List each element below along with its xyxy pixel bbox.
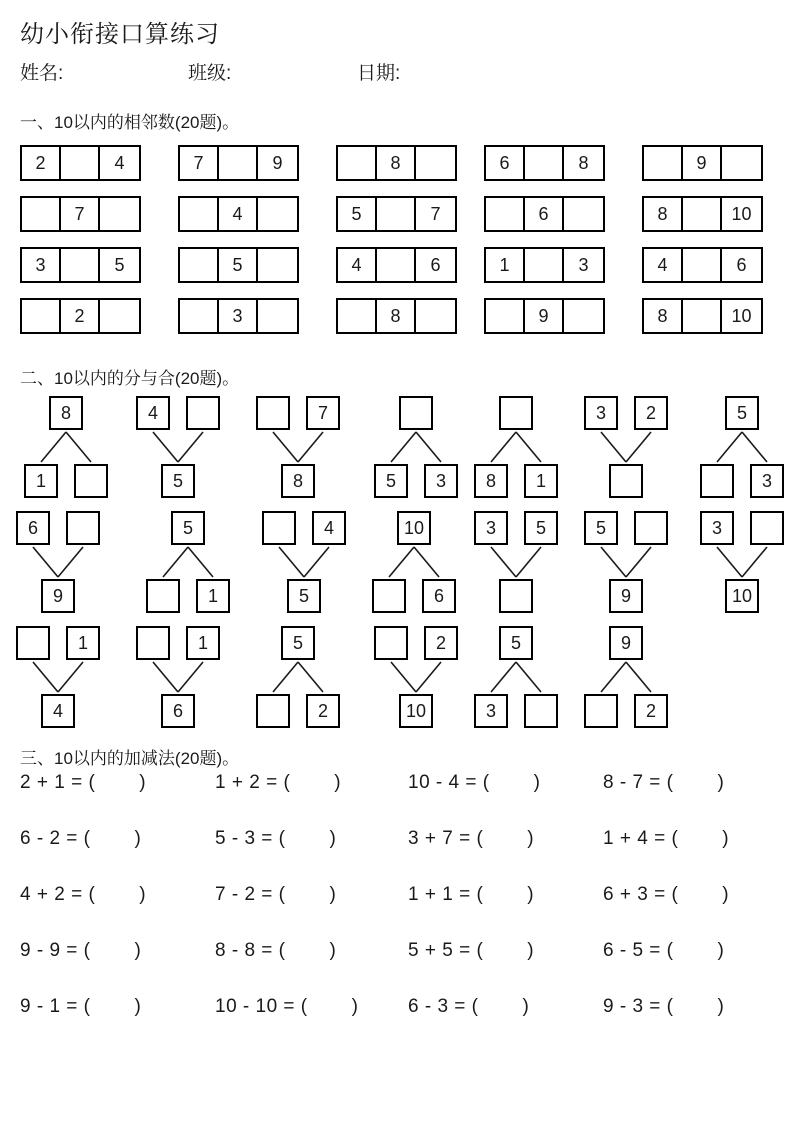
neighbour-blank-cell[interactable] bbox=[525, 249, 564, 281]
neighbour-value-cell: 3 bbox=[578, 255, 589, 275]
arithmetic-problem bbox=[215, 828, 336, 850]
neighbour-blank-cell[interactable] bbox=[180, 198, 219, 230]
section-3-heading: 三、10以内的加减法(20题)。 bbox=[20, 749, 240, 768]
decomposition-tree-split bbox=[368, 396, 464, 500]
neighbour-group bbox=[20, 196, 141, 232]
neighbour-blank-cell[interactable] bbox=[644, 147, 683, 179]
decomposition-tree-split bbox=[140, 511, 236, 615]
neighbour-group bbox=[484, 145, 605, 181]
neighbour-value-cell: 5 bbox=[338, 198, 377, 230]
neighbour-group bbox=[336, 247, 457, 283]
neighbour-blank-cell[interactable] bbox=[525, 147, 564, 179]
tree-bottom-left-box-blank[interactable] bbox=[146, 579, 180, 613]
neighbour-value-cell: 8 bbox=[644, 198, 683, 230]
tree-bottom-left-box: 1 bbox=[24, 464, 58, 498]
arithmetic-expression: 8 - 8 = ( bbox=[215, 940, 286, 961]
arithmetic-problem bbox=[408, 996, 529, 1018]
neighbour-blank-cell[interactable] bbox=[683, 249, 722, 281]
neighbour-blank-cell[interactable] bbox=[258, 198, 297, 230]
neighbour-value-cell: 3 bbox=[219, 300, 258, 332]
tree-bottom-right-box: 1 bbox=[524, 464, 558, 498]
arithmetic-close-paren: ) bbox=[717, 996, 725, 1017]
tree-top-right-box: 1 bbox=[186, 626, 220, 660]
neighbour-value-cell: 4 bbox=[644, 249, 683, 281]
arithmetic-row bbox=[0, 884, 800, 940]
tree-bottom-box: 5 bbox=[287, 579, 321, 613]
neighbour-blank-cell[interactable] bbox=[416, 300, 455, 332]
tree-bottom-left-box-blank[interactable] bbox=[700, 464, 734, 498]
neighbour-value-cell: 4 bbox=[219, 198, 258, 230]
decomposition-tree-merge bbox=[10, 626, 106, 730]
tree-bottom-right-box: 1 bbox=[196, 579, 230, 613]
tree-bottom-box: 10 bbox=[725, 579, 759, 613]
neighbour-group bbox=[336, 145, 457, 181]
neighbour-value-cell: 2 bbox=[61, 300, 100, 332]
neighbour-group bbox=[484, 196, 605, 232]
neighbour-value-cell: 8 bbox=[377, 300, 416, 332]
arithmetic-problem bbox=[408, 828, 534, 850]
neighbour-blank-cell[interactable] bbox=[377, 198, 416, 230]
neighbour-blank-cell[interactable] bbox=[338, 147, 377, 179]
arithmetic-close-paren: ) bbox=[329, 828, 337, 849]
neighbour-value-cell: 3 bbox=[22, 249, 61, 281]
decomposition-tree-split bbox=[468, 626, 564, 730]
neighbour-value-cell: 9 bbox=[525, 300, 564, 332]
neighbour-value-cell: 9 bbox=[683, 147, 722, 179]
class-field-label: 班级: bbox=[188, 63, 232, 84]
neighbour-value-cell: 10 bbox=[731, 306, 752, 326]
arithmetic-close-paren: ) bbox=[329, 884, 337, 905]
tree-bottom-box: 9 bbox=[609, 579, 643, 613]
arithmetic-expression: 6 - 3 = ( bbox=[408, 996, 479, 1017]
neighbour-blank-cell[interactable] bbox=[416, 147, 455, 179]
neighbour-row bbox=[0, 298, 800, 349]
tree-top-box: 5 bbox=[171, 511, 205, 545]
decomposition-tree-split bbox=[366, 511, 462, 615]
neighbour-group bbox=[336, 196, 457, 232]
arithmetic-expression: 2 + 1 = ( bbox=[20, 772, 96, 793]
neighbour-blank-cell[interactable] bbox=[180, 249, 219, 281]
neighbour-value-cell: 8 bbox=[578, 153, 589, 173]
arithmetic-problem bbox=[215, 940, 336, 962]
arithmetic-close-paren: ) bbox=[329, 940, 337, 961]
arithmetic-close-paren: ) bbox=[527, 884, 535, 905]
tree-row bbox=[0, 626, 800, 741]
arithmetic-close-paren: ) bbox=[722, 828, 730, 849]
arithmetic-close-paren: ) bbox=[334, 772, 342, 793]
neighbour-row bbox=[0, 247, 800, 298]
neighbour-value-cell: 6 bbox=[430, 255, 441, 275]
neighbour-group bbox=[178, 145, 299, 181]
neighbour-group bbox=[178, 298, 299, 334]
page-title: 幼小衔接口算练习 bbox=[20, 21, 220, 48]
neighbour-blank-cell[interactable] bbox=[377, 249, 416, 281]
neighbour-value-cell: 6 bbox=[525, 198, 564, 230]
arithmetic-problem bbox=[408, 940, 534, 962]
arithmetic-problem bbox=[603, 996, 724, 1018]
arithmetic-expression: 6 - 5 = ( bbox=[603, 940, 674, 961]
tree-top-right-box-blank[interactable] bbox=[66, 511, 100, 545]
tree-top-box: 9 bbox=[609, 626, 643, 660]
arithmetic-problem bbox=[20, 828, 141, 850]
arithmetic-expression: 8 - 7 = ( bbox=[603, 772, 674, 793]
neighbour-blank-cell[interactable] bbox=[219, 147, 258, 179]
tree-top-left-box-blank[interactable] bbox=[256, 396, 290, 430]
name-field-label: 姓名: bbox=[20, 63, 64, 84]
decomposition-tree-merge bbox=[256, 511, 352, 615]
tree-top-box: 10 bbox=[397, 511, 431, 545]
neighbour-group bbox=[642, 145, 763, 181]
arithmetic-row bbox=[0, 996, 800, 1052]
decomposition-tree-split bbox=[18, 396, 114, 500]
neighbour-value-cell: 7 bbox=[180, 147, 219, 179]
tree-top-box: 5 bbox=[499, 626, 533, 660]
arithmetic-expression: 1 + 2 = ( bbox=[215, 772, 291, 793]
neighbour-row bbox=[0, 196, 800, 247]
section-1-neighbour-numbers bbox=[0, 145, 800, 355]
arithmetic-expression: 5 - 3 = ( bbox=[215, 828, 286, 849]
neighbour-value-cell: 5 bbox=[114, 255, 125, 275]
neighbour-blank-cell[interactable] bbox=[486, 198, 525, 230]
arithmetic-problem bbox=[603, 828, 729, 850]
arithmetic-problem bbox=[408, 884, 534, 906]
arithmetic-close-paren: ) bbox=[533, 772, 541, 793]
tree-top-left-box: 3 bbox=[700, 511, 734, 545]
decomposition-tree-split bbox=[578, 626, 674, 730]
neighbour-group bbox=[642, 247, 763, 283]
section-1-heading: 一、10以内的相邻数(20题)。 bbox=[20, 113, 240, 132]
arithmetic-expression: 6 - 2 = ( bbox=[20, 828, 91, 849]
neighbour-value-cell: 2 bbox=[22, 147, 61, 179]
neighbour-value-cell: 4 bbox=[114, 153, 125, 173]
neighbour-blank-cell[interactable] bbox=[258, 249, 297, 281]
neighbour-blank-cell[interactable] bbox=[486, 300, 525, 332]
decomposition-tree-merge bbox=[468, 511, 564, 615]
neighbour-value-cell: 4 bbox=[338, 249, 377, 281]
arithmetic-expression: 10 - 10 = ( bbox=[215, 996, 308, 1017]
tree-top-left-box: 6 bbox=[16, 511, 50, 545]
neighbour-group bbox=[178, 196, 299, 232]
neighbour-blank-cell[interactable] bbox=[683, 198, 722, 230]
arithmetic-problem bbox=[215, 884, 336, 906]
arithmetic-problem bbox=[215, 772, 341, 794]
neighbour-value-cell: 9 bbox=[272, 153, 283, 173]
neighbour-group bbox=[20, 145, 141, 181]
neighbour-value-cell: 6 bbox=[736, 255, 747, 275]
arithmetic-close-paren: ) bbox=[139, 884, 147, 905]
neighbour-blank-cell[interactable] bbox=[564, 198, 603, 230]
tree-bottom-box-blank[interactable] bbox=[609, 464, 643, 498]
tree-top-right-box: 4 bbox=[312, 511, 346, 545]
tree-bottom-left-box: 5 bbox=[374, 464, 408, 498]
arithmetic-problem bbox=[603, 940, 724, 962]
decomposition-tree-merge bbox=[578, 396, 674, 500]
arithmetic-close-paren: ) bbox=[527, 828, 535, 849]
tree-bottom-left-box-blank[interactable] bbox=[584, 694, 618, 728]
neighbour-value-cell: 6 bbox=[486, 147, 525, 179]
section-3-arithmetic bbox=[0, 772, 800, 1072]
arithmetic-close-paren: ) bbox=[717, 940, 725, 961]
arithmetic-close-paren: ) bbox=[351, 996, 359, 1017]
arithmetic-expression: 5 + 5 = ( bbox=[408, 940, 484, 961]
decomposition-tree-merge bbox=[130, 396, 226, 500]
decomposition-tree-merge bbox=[130, 626, 226, 730]
tree-top-right-box-blank[interactable] bbox=[750, 511, 784, 545]
student-meta-row bbox=[20, 58, 780, 84]
tree-bottom-box: 6 bbox=[161, 694, 195, 728]
arithmetic-close-paren: ) bbox=[134, 940, 142, 961]
arithmetic-close-paren: ) bbox=[522, 996, 530, 1017]
arithmetic-close-paren: ) bbox=[717, 772, 725, 793]
tree-top-box-blank[interactable] bbox=[499, 396, 533, 430]
neighbour-blank-cell[interactable] bbox=[100, 300, 139, 332]
neighbour-group bbox=[336, 298, 457, 334]
neighbour-group bbox=[20, 298, 141, 334]
neighbour-value-cell: 8 bbox=[377, 147, 416, 179]
neighbour-blank-cell[interactable] bbox=[22, 300, 61, 332]
tree-bottom-box: 9 bbox=[41, 579, 75, 613]
tree-bottom-left-box: 3 bbox=[474, 694, 508, 728]
arithmetic-expression: 6 + 3 = ( bbox=[603, 884, 679, 905]
tree-bottom-right-box-blank[interactable] bbox=[74, 464, 108, 498]
decomposition-tree-merge bbox=[694, 511, 790, 615]
tree-bottom-box-blank[interactable] bbox=[499, 579, 533, 613]
tree-bottom-left-box: 8 bbox=[474, 464, 508, 498]
neighbour-value-cell: 10 bbox=[731, 204, 752, 224]
tree-bottom-box: 10 bbox=[399, 694, 433, 728]
arithmetic-problem bbox=[603, 772, 724, 794]
arithmetic-close-paren: ) bbox=[139, 772, 147, 793]
arithmetic-expression: 9 - 1 = ( bbox=[20, 996, 91, 1017]
tree-row bbox=[0, 511, 800, 626]
arithmetic-problem bbox=[20, 996, 141, 1018]
arithmetic-problem bbox=[603, 884, 729, 906]
neighbour-group bbox=[484, 298, 605, 334]
tree-bottom-right-box: 3 bbox=[424, 464, 458, 498]
arithmetic-problem bbox=[215, 996, 358, 1018]
tree-bottom-box: 4 bbox=[41, 694, 75, 728]
neighbour-blank-cell[interactable] bbox=[180, 300, 219, 332]
neighbour-blank-cell[interactable] bbox=[338, 300, 377, 332]
tree-top-box: 8 bbox=[49, 396, 83, 430]
tree-top-right-box: 5 bbox=[524, 511, 558, 545]
tree-bottom-right-box: 2 bbox=[306, 694, 340, 728]
tree-bottom-box: 8 bbox=[281, 464, 315, 498]
tree-top-left-box: 3 bbox=[474, 511, 508, 545]
neighbour-value-cell: 5 bbox=[219, 249, 258, 281]
tree-top-box: 5 bbox=[281, 626, 315, 660]
arithmetic-expression: 1 + 1 = ( bbox=[408, 884, 484, 905]
decomposition-tree-merge bbox=[10, 511, 106, 615]
neighbour-blank-cell[interactable] bbox=[258, 300, 297, 332]
decomposition-tree-merge bbox=[250, 396, 346, 500]
tree-top-right-box: 2 bbox=[424, 626, 458, 660]
neighbour-value-cell: 1 bbox=[486, 249, 525, 281]
tree-top-left-box-blank[interactable] bbox=[136, 626, 170, 660]
neighbour-row bbox=[0, 145, 800, 196]
arithmetic-problem bbox=[408, 772, 540, 794]
neighbour-group bbox=[642, 298, 763, 334]
tree-bottom-left-box-blank[interactable] bbox=[372, 579, 406, 613]
arithmetic-expression: 9 - 9 = ( bbox=[20, 940, 91, 961]
neighbour-blank-cell[interactable] bbox=[61, 249, 100, 281]
neighbour-blank-cell[interactable] bbox=[22, 198, 61, 230]
decomposition-tree-split bbox=[694, 396, 790, 500]
tree-top-left-box: 4 bbox=[136, 396, 170, 430]
arithmetic-close-paren: ) bbox=[134, 996, 142, 1017]
decomposition-tree-split bbox=[468, 396, 564, 500]
neighbour-group bbox=[178, 247, 299, 283]
arithmetic-problem bbox=[20, 940, 141, 962]
tree-row bbox=[0, 396, 800, 511]
arithmetic-problem bbox=[20, 884, 146, 906]
tree-top-box-blank[interactable] bbox=[399, 396, 433, 430]
section-2-heading: 二、10以内的分与合(20题)。 bbox=[20, 369, 240, 388]
arithmetic-problem bbox=[20, 772, 146, 794]
neighbour-blank-cell[interactable] bbox=[722, 147, 761, 179]
decomposition-tree-merge bbox=[578, 511, 674, 615]
tree-top-right-box: 1 bbox=[66, 626, 100, 660]
tree-bottom-right-box: 6 bbox=[422, 579, 456, 613]
neighbour-blank-cell[interactable] bbox=[683, 300, 722, 332]
tree-bottom-right-box-blank[interactable] bbox=[524, 694, 558, 728]
arithmetic-row bbox=[0, 828, 800, 884]
tree-top-right-box: 7 bbox=[306, 396, 340, 430]
tree-bottom-left-box-blank[interactable] bbox=[256, 694, 290, 728]
arithmetic-expression: 4 + 2 = ( bbox=[20, 884, 96, 905]
tree-top-left-box-blank[interactable] bbox=[374, 626, 408, 660]
neighbour-group bbox=[484, 247, 605, 283]
tree-top-right-box: 2 bbox=[634, 396, 668, 430]
date-field-label: 日期: bbox=[357, 63, 401, 84]
arithmetic-expression: 7 - 2 = ( bbox=[215, 884, 286, 905]
decomposition-tree-split bbox=[250, 626, 346, 730]
tree-bottom-box: 5 bbox=[161, 464, 195, 498]
arithmetic-expression: 9 - 3 = ( bbox=[603, 996, 674, 1017]
tree-top-left-box-blank[interactable] bbox=[16, 626, 50, 660]
arithmetic-row bbox=[0, 940, 800, 996]
neighbour-blank-cell[interactable] bbox=[61, 147, 100, 179]
neighbour-blank-cell[interactable] bbox=[100, 198, 139, 230]
arithmetic-expression: 1 + 4 = ( bbox=[603, 828, 679, 849]
tree-top-left-box: 5 bbox=[584, 511, 618, 545]
tree-bottom-right-box: 2 bbox=[634, 694, 668, 728]
arithmetic-row bbox=[0, 772, 800, 828]
tree-bottom-right-box: 3 bbox=[750, 464, 784, 498]
neighbour-blank-cell[interactable] bbox=[564, 300, 603, 332]
arithmetic-expression: 10 - 4 = ( bbox=[408, 772, 490, 793]
section-2-decomposition-trees bbox=[0, 396, 800, 726]
arithmetic-close-paren: ) bbox=[134, 828, 142, 849]
arithmetic-expression: 3 + 7 = ( bbox=[408, 828, 484, 849]
tree-top-right-box-blank[interactable] bbox=[186, 396, 220, 430]
arithmetic-close-paren: ) bbox=[527, 940, 535, 961]
neighbour-value-cell: 7 bbox=[430, 204, 441, 224]
tree-top-box: 5 bbox=[725, 396, 759, 430]
neighbour-group bbox=[20, 247, 141, 283]
neighbour-group bbox=[642, 196, 763, 232]
arithmetic-close-paren: ) bbox=[722, 884, 730, 905]
tree-top-left-box-blank[interactable] bbox=[262, 511, 296, 545]
decomposition-tree-merge bbox=[368, 626, 464, 730]
tree-top-right-box-blank[interactable] bbox=[634, 511, 668, 545]
neighbour-value-cell: 7 bbox=[61, 198, 100, 230]
tree-top-left-box: 3 bbox=[584, 396, 618, 430]
neighbour-value-cell: 8 bbox=[644, 300, 683, 332]
